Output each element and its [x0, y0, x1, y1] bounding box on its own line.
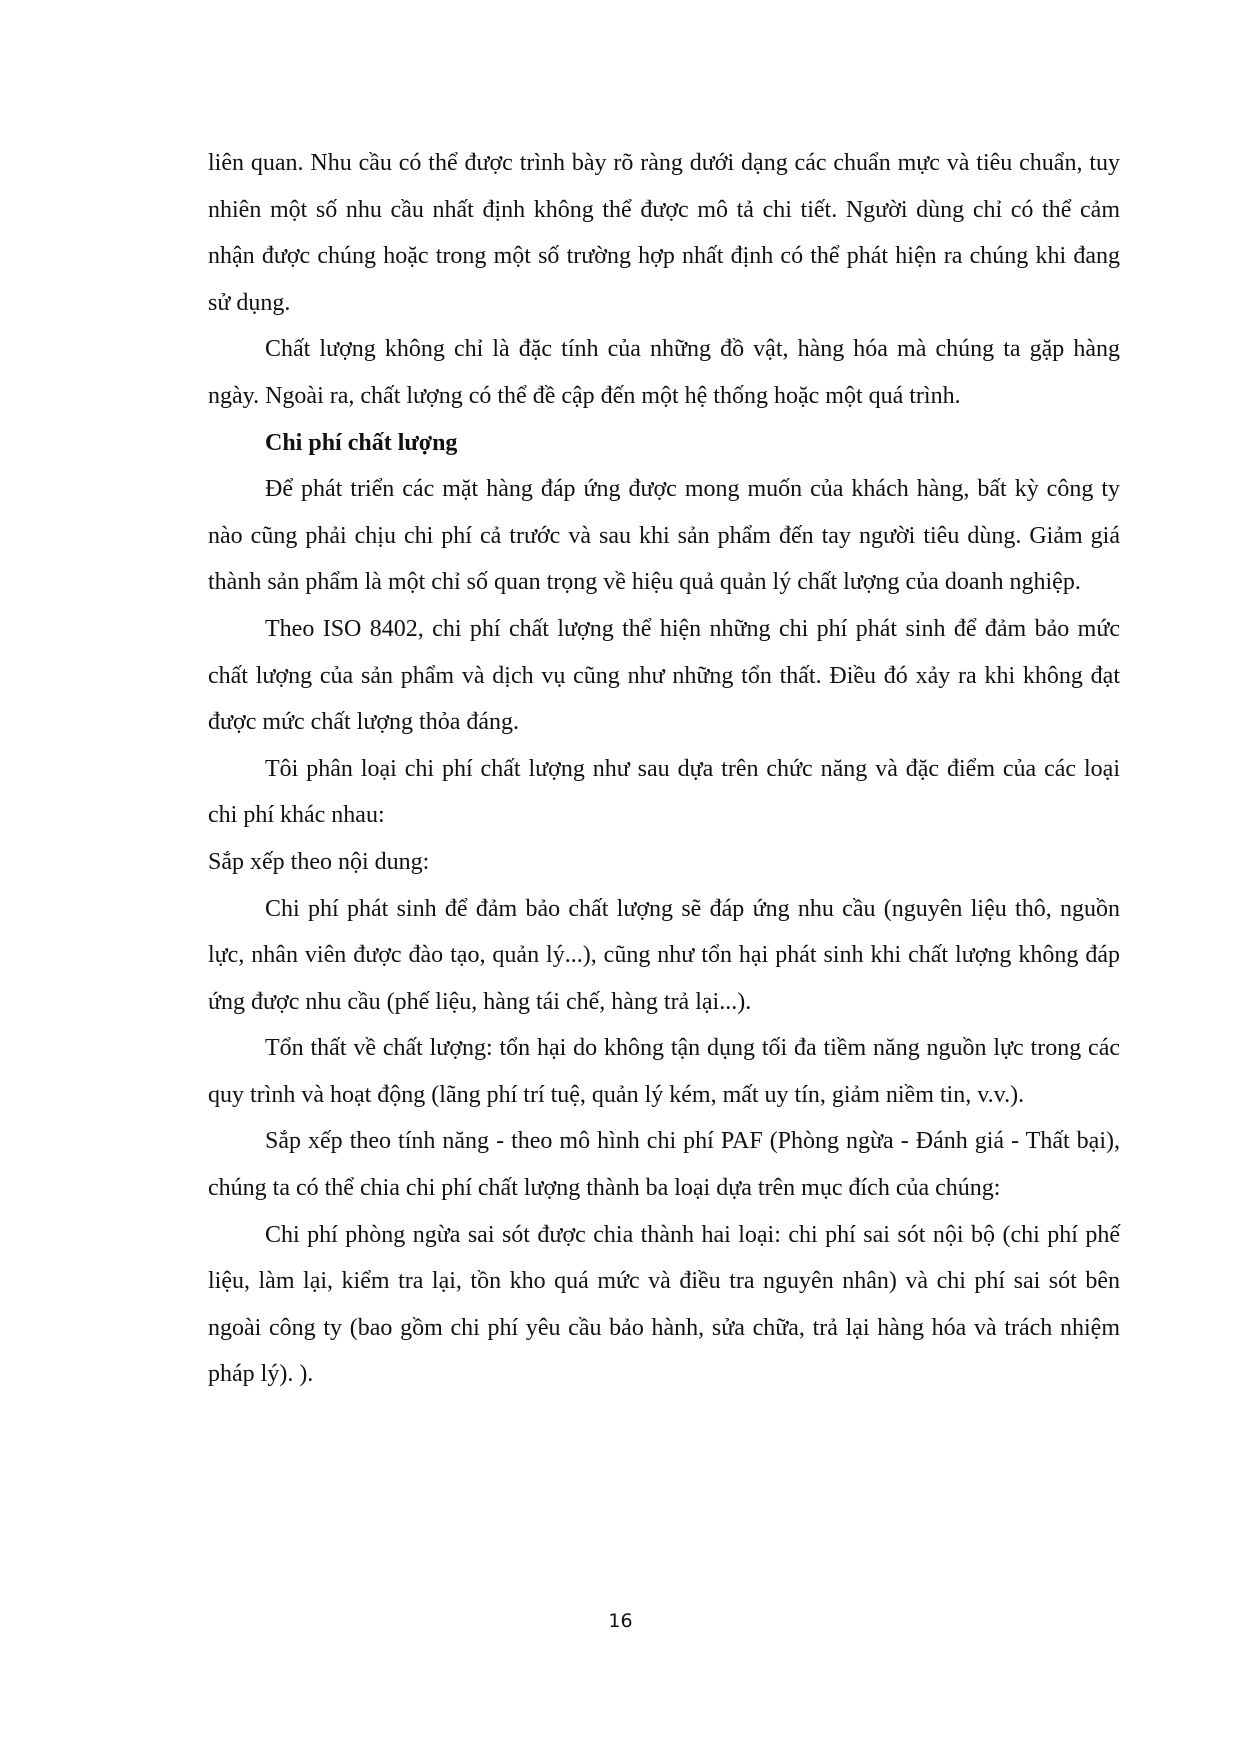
page-number: 16 [608, 1610, 633, 1632]
paragraph-9: Sắp xếp theo tính năng - theo mô hình chi phí PAF (Phòng ngừa - Đánh giá - Thất bại), chúng ta có thể chia chi phí chất lượng thành ba loại dựa trên mục đích của chúng: [208, 1128, 1120, 1202]
document-page-body [208, 140, 1120, 1398]
paragraph-6: Sắp xếp theo nội dung: [208, 848, 430, 875]
paragraph-10: Chi phí phòng ngừa sai sót được chia thành hai loại: chi phí sai sót nội bộ (chi phí phế liệu, làm lại, kiểm tra lại, tồn kho quá mức và điều tra nguyên nhân) và chi phí sai sót bên ngoài công ty (bao gồm chi phí yêu cầu bảo hành, sửa chữa, trả lại hàng hóa và trách nhiệm pháp lý). ). [208, 1221, 1120, 1388]
section-heading: Chi phí chất lượng [265, 429, 458, 456]
paragraph-5: Tôi phân loại chi phí chất lượng như sau dựa trên chức năng và đặc điểm của các loại chi phí khác nhau: [208, 755, 1120, 829]
paragraph-8: Tổn thất về chất lượng: tổn hại do không tận dụng tối đa tiềm năng nguồn lực trong các quy trình và hoạt động (lãng phí trí tuệ, quản lý kém, mất uy tín, giảm niềm tin, v.v.). [208, 1035, 1120, 1108]
paragraph-2: Chất lượng không chỉ là đặc tính của những đồ vật, hàng hóa mà chúng ta gặp hàng ngày. Ngoài ra, chất lượng có thể đề cập đến một hệ thống hoặc một quá trình. [208, 336, 1120, 409]
paragraph-4: Theo ISO 8402, chi phí chất lượng thể hiện những chi phí phát sinh để đảm bảo mức chất lượng của sản phẩm và dịch vụ cũng như những tổn thất. Điều đó xảy ra khi không đạt được mức chất lượng thỏa đáng. [208, 615, 1120, 736]
paragraph-7: Chi phí phát sinh để đảm bảo chất lượng sẽ đáp ứng nhu cầu (nguyên liệu thô, nguồn lực, nhân viên được đào tạo, quản lý...), cũng như tổn hại phát sinh khi chất lượng không đáp ứng được nhu cầu (phế liệu, hàng tái chế, hàng trả lại...). [208, 895, 1120, 1015]
paragraph-3: Để phát triển các mặt hàng đáp ứng được mong muốn của khách hàng, bất kỳ công ty nào cũng phải chịu chi phí cả trước và sau khi sản phẩm đến tay người tiêu dùng. Giảm giá thành sản phẩm là một chỉ số quan trọng về hiệu quả quản lý chất lượng của doanh nghiệp. [208, 476, 1120, 596]
paragraph-1: liên quan. Nhu cầu có thể được trình bày rõ ràng dưới dạng các chuẩn mực và tiêu chuẩn, tuy nhiên một số nhu cầu nhất định không thể được mô tả chi tiết. Người dùng chỉ có thể cảm nhận được chúng hoặc trong một số trường hợp nhất định có thể phát hiện ra chúng khi đang sử dụng. [208, 150, 1120, 316]
